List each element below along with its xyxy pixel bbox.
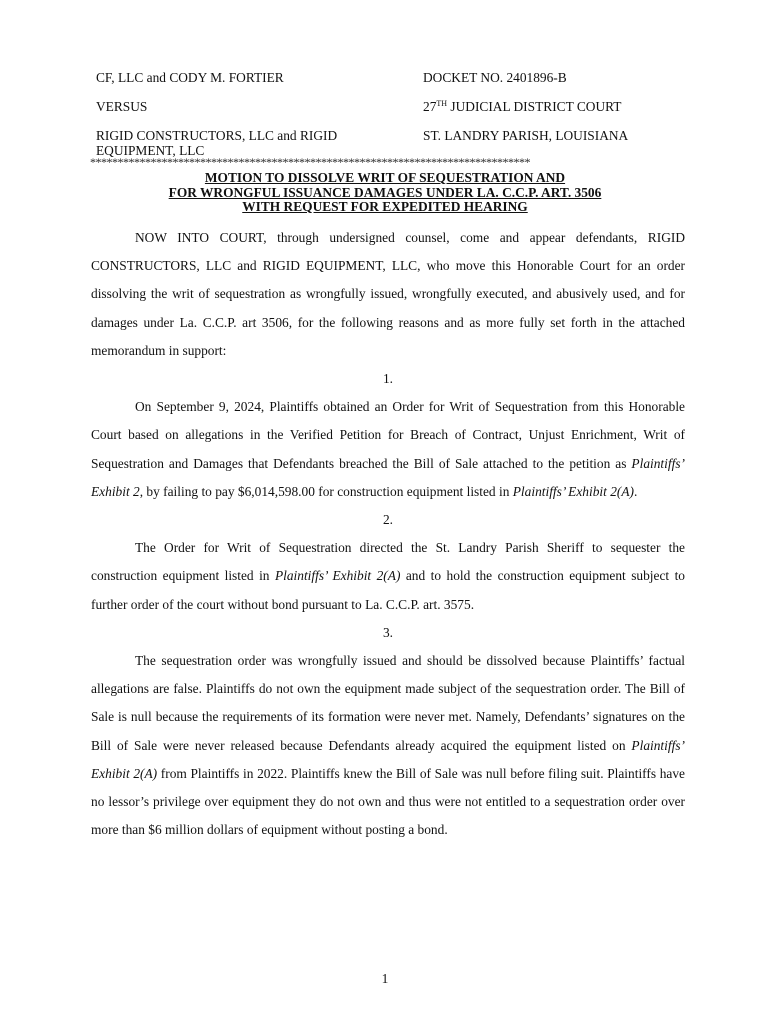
title-line: FOR WRONGFUL ISSUANCE DAMAGES UNDER LA. C.C.P. ART. 3506	[168, 184, 602, 200]
paragraph-number: 3.	[382, 624, 394, 640]
caption-row	[96, 128, 696, 157]
title-line: MOTION TO DISSOLVE WRIT OF SEQUESTRATION AND	[204, 170, 566, 185]
intro-paragraph: NOW INTO COURT, through undersigned counsel, come and appear defendants, RIGID CONSTRUCTORS, LLC and RIGID EQUIPMENT, LLC, who move this Honorable Court for an order dissolving the writ of sequestration as wrongfully issued, wrongfully executed, and abusively used, and for damages under La. C.C.P. art 3506, for the following reasons and as more fully set forth in the attached memorandum in support:	[91, 230, 685, 358]
paragraph-1: On September 9, 2024, Plaintiffs obtained an Order for Writ of Sequestration from this Honorable Court based on allegations in the Verified Petition for Breach of Contract, Unjust Enrichment, Writ of Sequestration and Damages that Defendants breached the Bill of Sale attached to the petition as Plaintiffs’ Exhibit 2, by failing to pay $6,014,598.00 for construction equipment listed in Plaintiffs’ Exhibit 2(A).	[91, 399, 685, 499]
parish-name: ST. LANDRY PARISH, LOUISIANA	[423, 128, 629, 143]
document-body	[91, 224, 685, 844]
plaintiff-names: CF, LLC and CODY M. FORTIER	[96, 70, 284, 85]
docket-number: DOCKET NO. 2401896-B	[423, 70, 567, 85]
defendant-names: RIGID CONSTRUCTORS, LLC and RIGID EQUIPMENT, LLC	[96, 128, 338, 158]
paragraph-number: 1.	[382, 371, 394, 387]
case-caption	[96, 70, 696, 157]
page-number: 1	[381, 971, 389, 986]
caption-row	[96, 99, 696, 128]
caption-row	[96, 70, 696, 99]
document-title	[80, 171, 690, 215]
versus-label: VERSUS	[96, 99, 148, 114]
court-name: 27TH JUDICIAL DISTRICT COURT	[423, 99, 622, 114]
paragraph-number: 2.	[382, 512, 394, 528]
caption-separator: ********************************************************************************	[90, 155, 530, 169]
title-line: WITH REQUEST FOR EXPEDITED HEARING	[242, 199, 528, 214]
paragraph-2: The Order for Writ of Sequestration directed the St. Landry Parish Sheriff to sequester the construction equipment listed in Plaintiffs’ Exhibit 2(A) and to hold the construction equipment subject to further order of the court without bond pursuant to La. C.C.P. art. 3575.	[91, 540, 685, 612]
paragraph-3: The sequestration order was wrongfully issued and should be dissolved because Plaintiffs’ factual allegations are false. Plaintiffs do not own the equipment made subject of the sequestration order. The Bill of Sale is null because the requirements of its formation were never met. Namely, Defendants’ signatures on the Bill of Sale were never released because Defendants already acquired the equipment listed on Plaintiffs’ Exhibit 2(A) from Plaintiffs in 2022. Plaintiffs knew the Bill of Sale was null before filing suit. Plaintiffs have no lessor’s privilege over equipment they do not own and thus were not entitled to a sequestration order over more than $6 million dollars of equipment without posting a bond.	[91, 653, 685, 838]
